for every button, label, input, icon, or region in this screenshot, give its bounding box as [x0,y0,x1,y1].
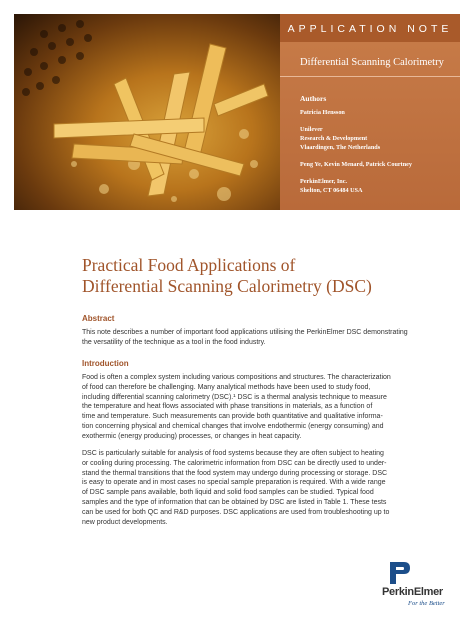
authors-panel [280,42,460,210]
affiliation-line: Research & Development [300,135,368,142]
document-subtitle: Differential Scanning Calorimetry [300,57,444,68]
divider [280,76,460,77]
text-line: stand the thermal transitions that the food system may undergo during processing or storage. DSC [82,469,388,477]
logo-wordmark: PerkinElmer [382,586,443,598]
page-title [82,255,462,297]
text-line: time and temperature. Such measurements can provide both quantitative and qualitative informa- [82,413,383,421]
application-note-band: APPLICATION NOTE [280,14,460,42]
introduction-paragraph-2 [82,449,412,527]
text-line: new product developments. [82,518,168,526]
text-line: can be used for both QC and R&D purposes. DSC applications are used from troubleshooting up to [82,508,390,516]
text-line: samples and the type of information that can be obtained by DSC are listed in Table 1. These tests [82,498,387,506]
authors-block [300,94,456,195]
logo-tagline: For the Better [408,600,445,607]
author-line: Peng Ye, Kevin Menard, Patrick Courtney [300,161,412,168]
introduction-paragraph-1 [82,373,412,442]
text-line: including differential scanning calorimetry (DSC).¹ DSC is a thermal analysis technique to measure [82,393,387,401]
affiliation-line: Shelton, CT 06484 USA [300,187,363,194]
title-line: Practical Food Applications of [82,255,296,275]
abstract-heading: Abstract [82,314,115,323]
text-line: Food is often a complex system including various compositions and structures. The characterization [82,374,391,381]
text-line: is easy to operate and in most cases no special sample preparation is required. With a wide range [82,479,386,487]
text-line: DSC is particularly suitable for analysis of food systems because they are often subject to heating [82,450,384,457]
text-line: tion concerning physical and chemical changes that involve endothermic (energy consuming) and [82,422,384,430]
text-line: the temperature and heat flows associated with phase transitions in materials, as a function of [82,403,373,411]
text-line: of DSC sample pans available, both liquid and solid food samples can be studied. Typical food [82,489,374,497]
affiliation-line: PerkinElmer, Inc. [300,178,348,185]
text-line: or cooling during processing. The calorimetric information from DSC can be directly used to under- [82,459,387,467]
text-line: exothermic (energy producing) processes, or changes in heat capacity. [82,432,302,440]
abstract-text: This note describes a number of important food applications utilising the PerkinElmer DSC demonstrating the versatility of the technique as a tool in the food industry. [82,329,408,346]
text-line: of food can therefore be challenging. Many analytical methods have been used to study food, [82,383,371,391]
introduction-heading: Introduction [82,359,129,368]
author-line: Patricia Hensson [300,109,345,116]
cover-photo-fries [14,14,280,210]
affiliation-line: Vlaardingen, The Netherlands [300,144,381,151]
affiliation-line: Unilever [300,126,323,133]
authors-heading: Authors [300,94,327,103]
title-line: Differential Scanning Calorimetry (DSC) [82,276,372,296]
